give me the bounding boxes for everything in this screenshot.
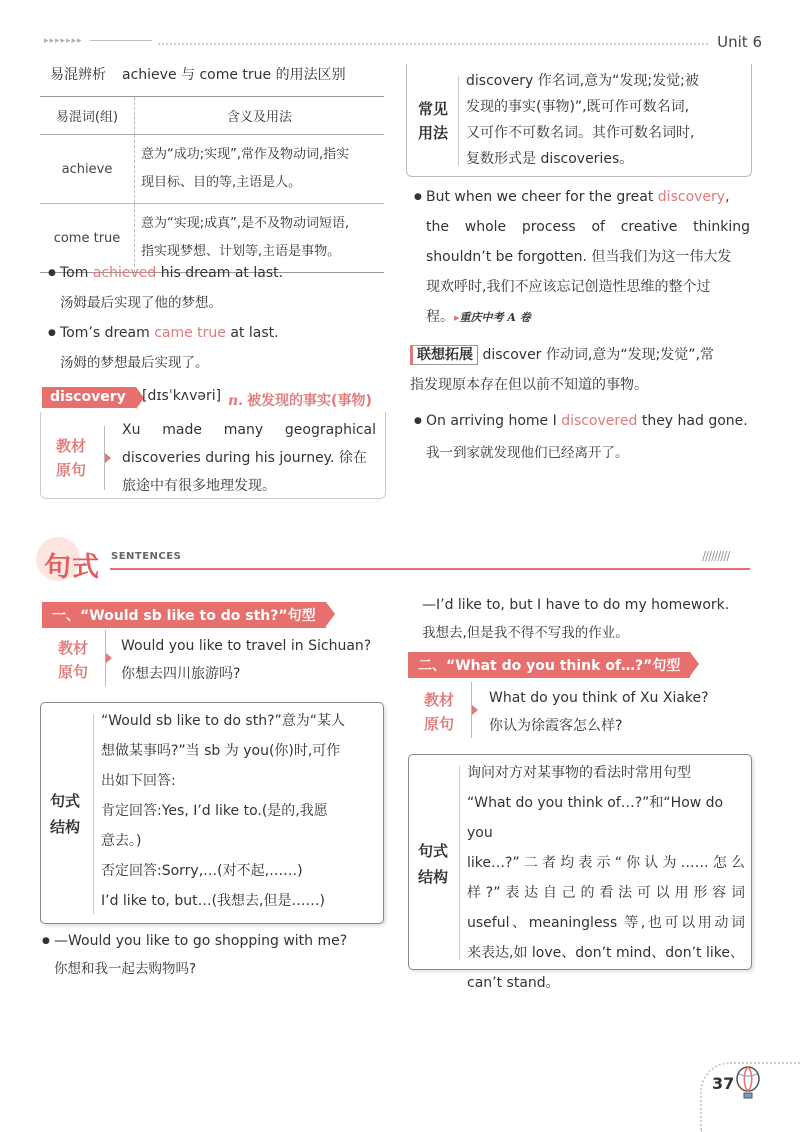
section-1-badge: 一、“Would sb like to do sth?”句型 xyxy=(42,602,326,628)
textbook-sentence: Xu made many geographical discoveries during his journey. 徐在 旅途中有很多地理发现。 xyxy=(122,422,376,494)
textbook-sentence: Would you like to travel in Sichuan? 你想去四川旅游吗? xyxy=(121,638,372,682)
example-zh: 汤姆的梦想最后实现了。 xyxy=(60,355,209,371)
exam-source: ▸ 重庆中考 A 卷 xyxy=(454,311,531,324)
label-divider xyxy=(471,682,472,738)
sentences-title: 句式 xyxy=(44,552,100,583)
extend-block: 联想拓展 discover 作动词,意为“发现;发觉”,常 指发现原本存在但以前不知道的事物。 xyxy=(410,347,715,393)
example-en: ● But when we cheer for the great discovery, the whole process of creative thinking shouldn’t be forgotten. 但当我们为这一伟大发 现欢呼时,我们不应该忘记创造性思维的整个过 程。▸ 重庆中考 A 卷 xyxy=(426,182,750,333)
highlight-word: discovery xyxy=(657,189,726,205)
highlight-word: came true xyxy=(154,325,226,341)
label-divider xyxy=(105,630,106,686)
textbook-label: 教材 原句 xyxy=(56,437,87,479)
usage-label: 常见 用法 xyxy=(418,100,449,142)
balloon-icon xyxy=(734,1066,762,1100)
col-use-header: 含义及用法 xyxy=(135,97,385,135)
table-header-row xyxy=(40,97,384,135)
word-definition xyxy=(228,390,372,410)
example-zh: 你想和我一起去购物吗? xyxy=(54,961,197,977)
highlight-word: discovered xyxy=(561,413,638,429)
structure-divider xyxy=(459,766,460,960)
unit-label: Unit 6 xyxy=(717,33,762,51)
extend-tag: 联想拓展 xyxy=(410,345,478,365)
sentences-en-title: SENTENCES xyxy=(111,551,182,562)
col-word-header: 易混词(组) xyxy=(40,97,135,135)
phonetic: [dɪsˈkʌvəri] xyxy=(142,388,222,404)
header-arrows: ▸▸▸▸▸▸▸ xyxy=(44,36,83,46)
row-use-line: 指实现梦想、计划等,主语是事物。 xyxy=(141,244,341,259)
structure-text: 询问对方对某事物的看法时常用句型 “What do you think of…?”和“How do you like…?”二者均表示“你认为……怎么 样?”表达自己的看法可以用形容词 useful、meaningless 等,也可以用动词 来表达,如 love、don’t mind、don’t like、 can’t stand。 xyxy=(467,765,745,991)
usage-divider xyxy=(458,76,459,166)
page-number: 37 xyxy=(712,1074,735,1093)
example-en: ● Tom achieved his dream at last. xyxy=(60,258,283,288)
sentences-slashes: ///////// xyxy=(702,549,730,563)
textbook-label: 教材 原句 xyxy=(424,691,455,733)
table-row xyxy=(40,135,384,204)
row-use-line: 意为“实现;成真”,是不及物动词短语, xyxy=(141,216,350,231)
confuse-table xyxy=(40,96,384,273)
header-line xyxy=(90,40,152,41)
confuse-title: achieve 与 come true 的用法区别 xyxy=(122,67,346,83)
structure-label: 句式 结构 xyxy=(418,842,449,886)
example-en: ● Tom’s dream came true at last. xyxy=(60,318,279,348)
row-word: achieve xyxy=(40,135,135,204)
example-zh: 我想去,但是我不得不写我的作业。 xyxy=(422,625,629,641)
row-use-line: 意为“成功;实现”,常作及物动词,指实 xyxy=(141,147,350,162)
example-zh: 我一到家就发现他们已经离开了。 xyxy=(426,445,629,461)
confuse-heading xyxy=(50,64,346,84)
confuse-tag: 易混辨析 xyxy=(50,67,106,83)
example-en: —I’d like to, but I have to do my homework. xyxy=(422,597,730,613)
textbook-sentence: What do you think of Xu Xiake? 你认为徐霞客怎么样? xyxy=(489,690,709,734)
sentences-rule xyxy=(110,568,750,570)
structure-text: “Would sb like to do sth?”意为“某人 想做某事吗?”当 sb 为 you(你)时,可作 出如下回答: 肯定回答:Yes, I’d like to.(是的,我愿 意去。) 否定回答:Sorry,…(对不起,……) I’d like to, but…(我想去,但是……) xyxy=(101,713,346,909)
textbook-label: 教材 原句 xyxy=(58,639,89,681)
row-use xyxy=(135,135,385,204)
example-zh: 汤姆最后实现了他的梦想。 xyxy=(60,295,222,311)
example-en: ● On arriving home I discovered they had gone. xyxy=(426,406,748,436)
section-2-badge: 二、“What do you think of…?”句型 xyxy=(408,652,690,678)
highlight-word: achieved xyxy=(92,265,157,281)
label-divider xyxy=(104,426,105,490)
row-word: come true xyxy=(40,204,135,273)
structure-divider xyxy=(93,714,94,914)
header-dotted-rule xyxy=(158,43,708,45)
meaning: 被发现的事实(事物) xyxy=(247,393,372,409)
usage-text: discovery 作名词,意为“发现;发觉;被 发现的事实(事物)”,既可作可数名词, 又可作不可数名词。其作可数名词时, 复数形式是 discoveries。 xyxy=(466,73,699,167)
part-of-speech: n. xyxy=(228,393,244,409)
example-en: ● —Would you like to go shopping with me? xyxy=(54,926,347,956)
row-use-line: 现目标、目的等,主语是人。 xyxy=(141,175,302,190)
structure-label: 句式 结构 xyxy=(50,792,81,836)
word-badge: discovery xyxy=(42,387,136,408)
